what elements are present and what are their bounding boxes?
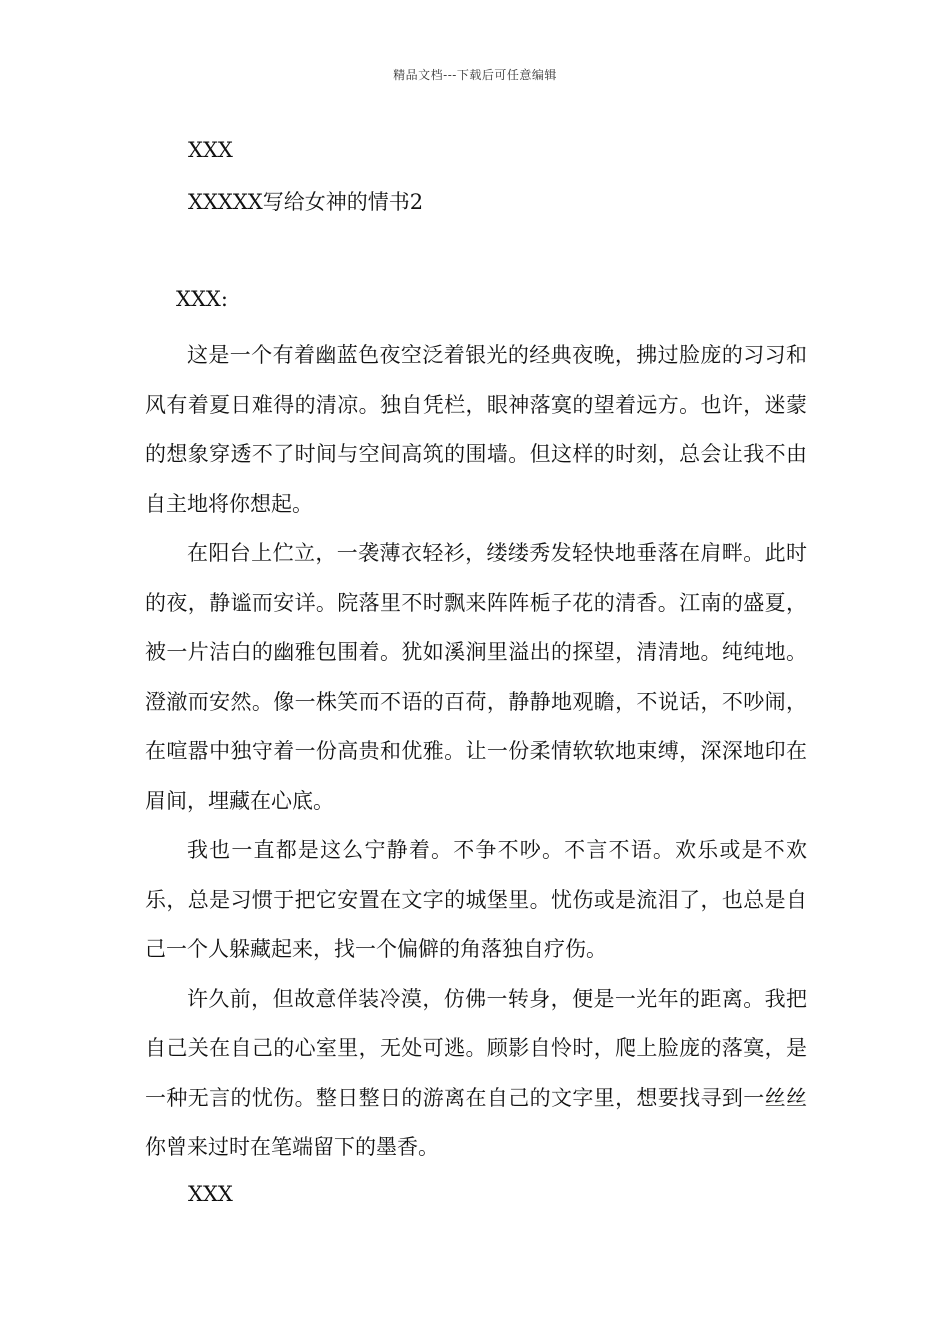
salutation: XXX:	[176, 287, 228, 311]
title-prefix: XXX	[188, 138, 233, 162]
paragraph-3: 我也一直都是这么宁静着。不争不吵。不言不语。欢乐或是不欢乐，总是习惯于把它安置在文字的城堡里。忧伤或是流泪了，也总是自己一个人躲藏起来，找一个偏僻的角落独自疗伤。	[145, 838, 807, 961]
paragraph-2: 在阳台上伫立，一袭薄衣轻衫，缕缕秀发轻快地垂落在肩畔。此时的夜，静谧而安详。院落里不时飘来阵阵栀子花的清香。江南的盛夏，被一片洁白的幽雅包围着。犹如溪涧里溢出的探望，清清地。纯纯地。澄澈而安然。像一株笑而不语的百荷，静静地观瞻，不说话，不吵闹，在喧嚣中独守着一份高贵和优雅。让一份柔情软软地束缚，深深地印在眉间，埋藏在心底。	[145, 541, 807, 813]
paragraph-4: 许久前，但故意佯装冷漠，仿佛一转身，便是一光年的距离。我把自己关在自己的心室里，无处可逃。顾影自怜时，爬上脸庞的落寞，是一种无言的忧伤。整日整日的游离在自己的文字里，想要找寻到一丝丝你曾来过时在笔端留下的墨香。	[145, 986, 807, 1159]
closing-signature: XXX	[188, 1182, 233, 1206]
page-header-note: 精品文档---下载后可任意编辑	[393, 68, 557, 82]
document-title: XXXXX写给女神的情书2	[188, 190, 424, 214]
paragraph-1: 这是一个有着幽蓝色夜空泛着银光的经典夜晚，拂过脸庞的习习和风有着夏日难得的清凉。独自凭栏，眼神落寞的望着远方。也许，迷蒙的想象穿透不了时间与空间高筑的围墙。但这样的时刻，总会让我不由自主地将你想起。	[145, 343, 807, 516]
letter-body	[145, 331, 807, 1173]
